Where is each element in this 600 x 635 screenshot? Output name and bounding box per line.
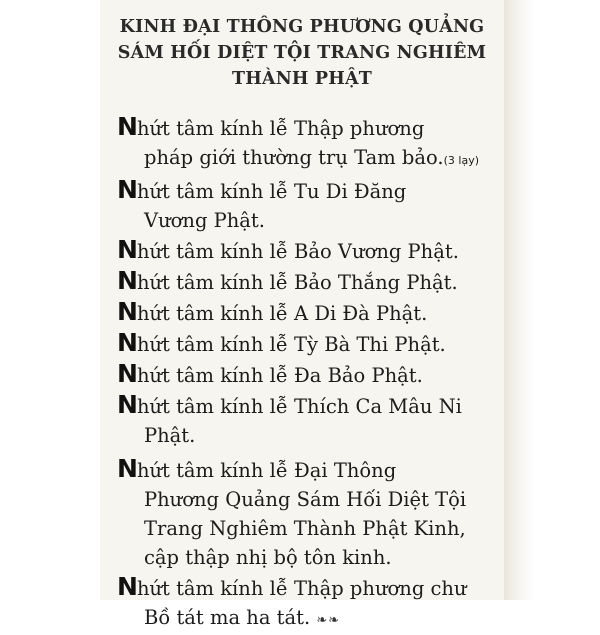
prayer-paragraph-1 (117, 112, 507, 175)
drop-cap: N (117, 328, 137, 357)
paragraph-line: hứt tâm kính lễ Đa Bảo Phật. (136, 364, 423, 387)
prayer-paragraph-8 (117, 390, 507, 450)
ornament-icon: ❧❧ (316, 613, 341, 628)
sutra-title (100, 14, 504, 92)
drop-cap: N (117, 112, 137, 141)
title-line-1: KINH ĐẠI THÔNG PHƯƠNG QUẢNG (119, 17, 485, 37)
paragraph-line: Phương Quảng Sám Hối Diệt Tội (144, 488, 467, 511)
paragraph-line: hứt tâm kính lễ Tu Di Đăng (136, 180, 407, 203)
paragraph-line: hứt tâm kính lễ Đại Thông (136, 459, 397, 482)
prayer-paragraph-4 (117, 266, 507, 297)
drop-cap: N (117, 297, 137, 326)
paragraph-line: Trang Nghiêm Thành Phật Kinh, (144, 517, 466, 540)
prayer-paragraph-9 (117, 454, 507, 572)
paragraph-line: pháp giới thường trụ Tam bảo. (144, 146, 444, 169)
paragraph-line: hứt tâm kính lễ Bảo Thắng Phật. (136, 271, 458, 294)
prayer-paragraph-2 (117, 175, 507, 235)
title-line-2: SÁM HỐI DIỆT TỘI TRANG NGHIÊM (117, 43, 487, 63)
paragraph-line: hứt tâm kính lễ Bảo Vương Phật. (136, 240, 459, 263)
drop-cap: N (117, 175, 137, 204)
paragraph-line: hứt tâm kính lễ Thích Ca Mâu Ni (136, 395, 462, 418)
bow-note: (3 lạy) (443, 154, 479, 167)
paragraph-line: Bồ tát ma ha tát. (144, 606, 311, 629)
drop-cap: N (117, 390, 137, 419)
prayer-paragraph-3 (117, 235, 507, 266)
prayer-paragraph-6 (117, 328, 507, 359)
page-edge (504, 0, 534, 600)
paragraph-line: Vương Phật. (144, 209, 265, 232)
prayer-paragraph-7 (117, 359, 507, 390)
paragraph-line: cập thập nhị bộ tôn kinh. (144, 546, 392, 569)
drop-cap: N (117, 266, 137, 295)
prayer-text (117, 112, 507, 635)
paragraph-line: hứt tâm kính lễ Tỳ Bà Thi Phật. (136, 333, 446, 356)
drop-cap: N (117, 572, 137, 601)
paragraph-line: Phật. (144, 424, 196, 447)
prayer-paragraph-10 (117, 572, 507, 635)
paragraph-line: hứt tâm kính lễ Thập phương chư (136, 577, 467, 600)
drop-cap: N (117, 359, 137, 388)
paragraph-line: hứt tâm kính lễ A Di Đà Phật. (136, 302, 428, 325)
prayer-paragraph-5 (117, 297, 507, 328)
paragraph-line: hứt tâm kính lễ Thập phương (136, 117, 425, 140)
drop-cap: N (117, 454, 137, 483)
title-line-3: THÀNH PHẬT (231, 69, 373, 89)
drop-cap: N (117, 235, 137, 264)
